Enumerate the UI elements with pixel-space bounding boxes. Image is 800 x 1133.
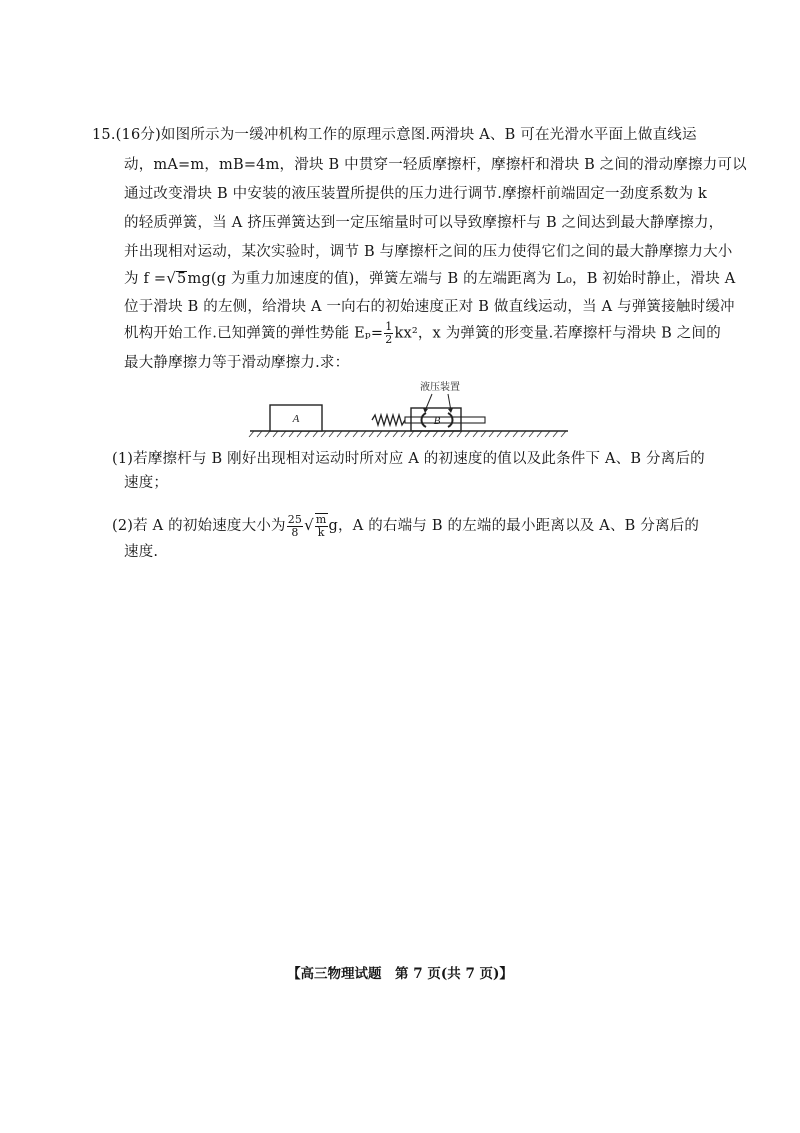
sqrt-sign: √	[304, 516, 314, 534]
mechanism-figure	[248, 378, 573, 440]
ground-hatching	[249, 431, 566, 437]
sub1-line-1: (1)若摩擦杆与 B 刚好出现相对运动时所对应 A 的初速度的值以及此条件下 A、B 分离后的	[112, 451, 705, 467]
spring	[372, 415, 405, 425]
arrowhead-left	[423, 408, 428, 413]
sub2-line-1	[112, 513, 699, 539]
question-line-8	[124, 321, 721, 346]
fraction-25-8	[287, 514, 303, 539]
sub2-pre: (2)若 A 的初始速度大小为	[112, 518, 286, 534]
fraction-half	[384, 321, 393, 346]
fraction-den: 2	[385, 333, 393, 346]
sub2-post: g，A 的右端与 B 的左端的最小距离以及 A、B 分离后的	[328, 518, 700, 534]
question-line-2: 动，mA=m，mB=4m，滑块 B 中贯穿一轻质摩擦杆，摩擦杆和滑块 B 之间的滑动摩擦力可以	[124, 157, 747, 173]
block-b-label: B	[433, 415, 441, 427]
question-line-9: 最大静摩擦力等于滑动摩擦力.求：	[124, 355, 350, 371]
sqrt-value: 5	[177, 271, 187, 287]
page-footer: 【高三物理试题 第 7 页(共 7 页)】	[287, 966, 513, 982]
fraction-den: 8	[291, 525, 299, 539]
question-line-4: 的轻质弹簧，当 A 挤压弹簧达到一定压缩量时可以导致摩擦杆与 B 之间达到最大静摩擦力，	[124, 215, 724, 231]
question-line-5: 并出现相对运动，某次实验时，调节 B 与摩擦杆之间的压力使得它们之间的最大静摩擦力大小	[124, 244, 733, 260]
line8-pre: 机构开始工作.已知弹簧的弹性势能 Eₚ=	[124, 325, 384, 342]
sub1-line-2: 速度；	[124, 475, 169, 491]
line6-post: mg(g 为重力加速度的值)，弹簧左端与 B 的左端距离为 L₀，B 初始时静止，滑块 A	[187, 271, 736, 287]
line8-post: kx²，x 为弹簧的形变量.若摩擦杆与滑块 B 之间的	[394, 325, 721, 342]
question-line-6	[124, 267, 735, 290]
sqrt-den: k	[317, 526, 325, 539]
fraction-num: 25	[287, 512, 303, 526]
friction-rod	[405, 417, 485, 423]
mechanism-diagram	[248, 378, 573, 440]
sqrt-num: m	[315, 513, 327, 526]
question-line-3: 通过改变滑块 B 中安装的液压装置所提供的压力进行调节.摩擦杆前端固定一劲度系数为 k	[124, 186, 707, 202]
arrowhead-right	[448, 408, 453, 413]
question-line-7: 位于滑块 B 的左侧，给滑块 A 一向右的初始速度正对 B 做直线运动，当 A 与弹簧接触时缓冲	[124, 299, 735, 315]
line6-pre: 为 f =	[124, 271, 167, 287]
sqrt-sign: √	[166, 269, 176, 287]
hydraulic-label: 液压装置	[420, 382, 460, 393]
sqrt-m-over-k	[315, 513, 328, 539]
fraction-num: 1	[385, 320, 393, 333]
question-line-1: 15.(16分)如图所示为一缓冲机构工作的原理示意图.两滑块 A、B 可在光滑水平面上做直线运	[92, 127, 697, 143]
block-a-label: A	[292, 413, 300, 425]
sub2-line-2: 速度.	[124, 544, 159, 560]
